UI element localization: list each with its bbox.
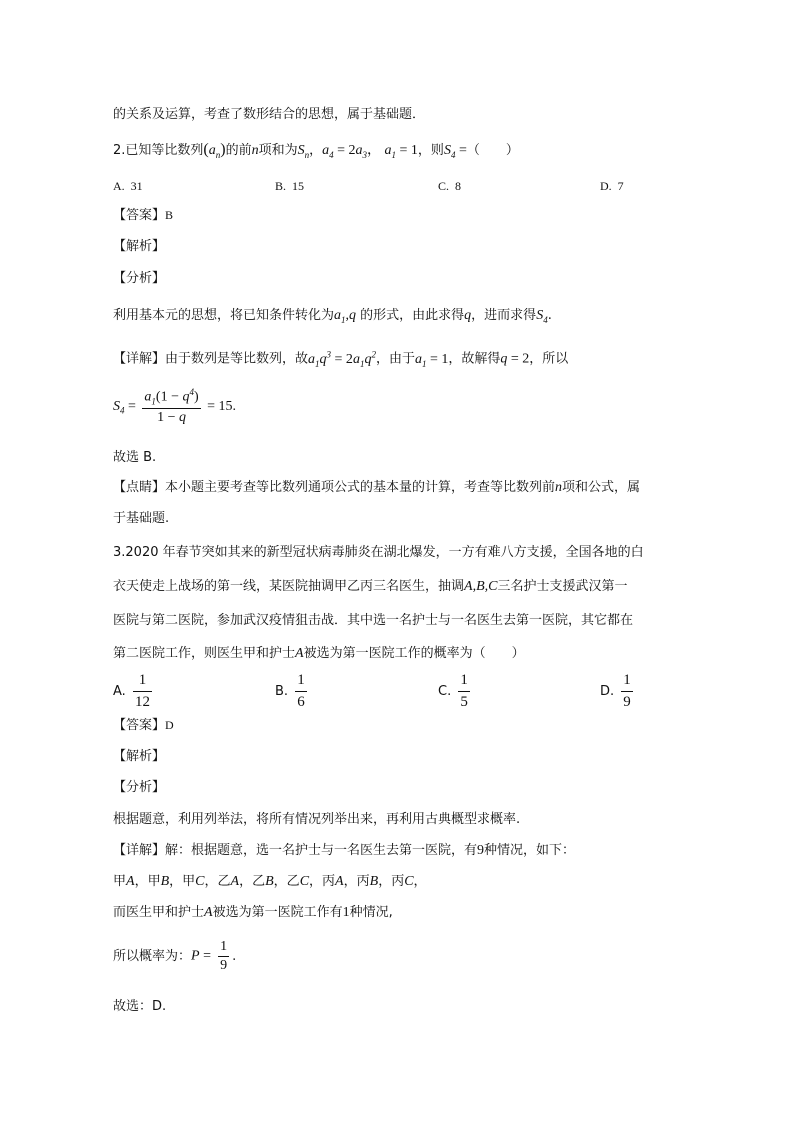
q3-probability: 所以概率为：P = $\frac{1}{9}$ . — [113, 939, 237, 973]
q3-option-b: B. $\frac{1}{6}$ — [275, 672, 305, 710]
q3-option-c: C. $\frac{1}{5}$ — [438, 672, 468, 710]
q3-option-a: A. $\frac{1}{12}$ — [113, 672, 150, 710]
q2-detail: 【详解】由于数列是等比数列，故$a_1q^3 = 2a_1q^2$，由于$a_1 = 1$，故解得q = 2，所以 — [113, 349, 569, 369]
q3-conclusion: 故选：D. — [113, 999, 167, 1014]
q2-condition: $a_4 = 2a_3$， $a_1 = 1$ — [322, 143, 418, 160]
q2-option-b: B. 15 — [275, 179, 305, 193]
q2-seq-symbol: $(a_n)$ — [203, 141, 226, 160]
q2-fenxi-tag: 【分析】 — [113, 271, 166, 286]
q2-stem-mid: 的前 — [225, 143, 252, 158]
q3-stem-line3: 医院与第二医院，参加武汉疫情狙击战．其中选一名护士与一名医生去第一医院，其它都在 — [113, 613, 634, 628]
q3-pick-line: 而医生甲和护士A被选为第一医院工作有1种情况, — [113, 905, 393, 920]
q3-option-d: D. $\frac{1}{9}$ — [600, 672, 631, 710]
q2-comment-line2: 于基础题. — [113, 511, 170, 526]
q3-fenxi-tag: 【分析】 — [113, 780, 166, 795]
q2-sum-formula: $S_4$ = $\frac{a_1(1 - q^4)}{1 - q}$ = 15. — [113, 387, 237, 426]
q3-stem-line2: 衣天使走上战场的第一线，某医院抽调甲乙丙三名医生，抽调A,B,C三名护士支援武汉第一 — [113, 579, 628, 594]
q3-stem-line4: 第二医院工作，则医生甲和护士A被选为第一医院工作的概率为（ ） — [113, 646, 525, 661]
q2-analysis-tag: 【解析】 — [113, 239, 166, 254]
q2-stem-mid2: 项和为 — [258, 143, 298, 158]
q2-comment: 【点睛】本小题主要考查等比数列通项公式的基本量的计算，考查等比数列前n项和公式，属 — [113, 480, 641, 495]
q2-option-c: C. 8 — [438, 179, 462, 193]
q2-stem-pre: 2.已知等比数列 — [113, 143, 204, 158]
q3-fenxi: 根据题意，利用列举法，将所有情况列举出来，再利用古典概型求概率. — [113, 812, 521, 827]
q3-answer: 【答案】D — [113, 718, 174, 733]
q2-conclusion: 故选 B. — [113, 450, 157, 465]
q2-stem: 2.已知等比数列$(a_n)$的前n项和为$S_n$，$a_4 = 2a_3$， $a_1 = 1$，则$S_4$ =（ ） — [113, 141, 519, 160]
q2-stem-end: （ ） — [466, 143, 519, 158]
q3-cases: 甲A，甲B，甲C，乙A，乙B，乙C，丙A，丙B，丙C， — [113, 874, 427, 889]
q2-option-a: A. 31 — [113, 179, 143, 193]
q2-fenxi: 利用基本元的思想，将已知条件转化为$a_1,q$ 的形式，由此求得q，进而求得$S_4$. — [113, 308, 552, 325]
q2-stem-tail: ，则 — [417, 143, 444, 158]
q3-analysis-tag: 【解析】 — [113, 749, 166, 764]
q2-answer: 【答案】B — [113, 208, 174, 223]
q3-stem-line1: 3.2020 年春节突如其来的新型冠状病毒肺炎在湖北爆发，一方有难八方支援，全国各地的白 — [113, 545, 644, 560]
q2-option-d: D. 7 — [600, 179, 624, 193]
intro-line: 的关系及运算，考查了数形结合的思想，属于基础题． — [113, 107, 426, 122]
q3-detail: 【详解】解：根据题意，选一名护士与一名医生去第一医院，有9种情况，如下： — [113, 843, 576, 858]
